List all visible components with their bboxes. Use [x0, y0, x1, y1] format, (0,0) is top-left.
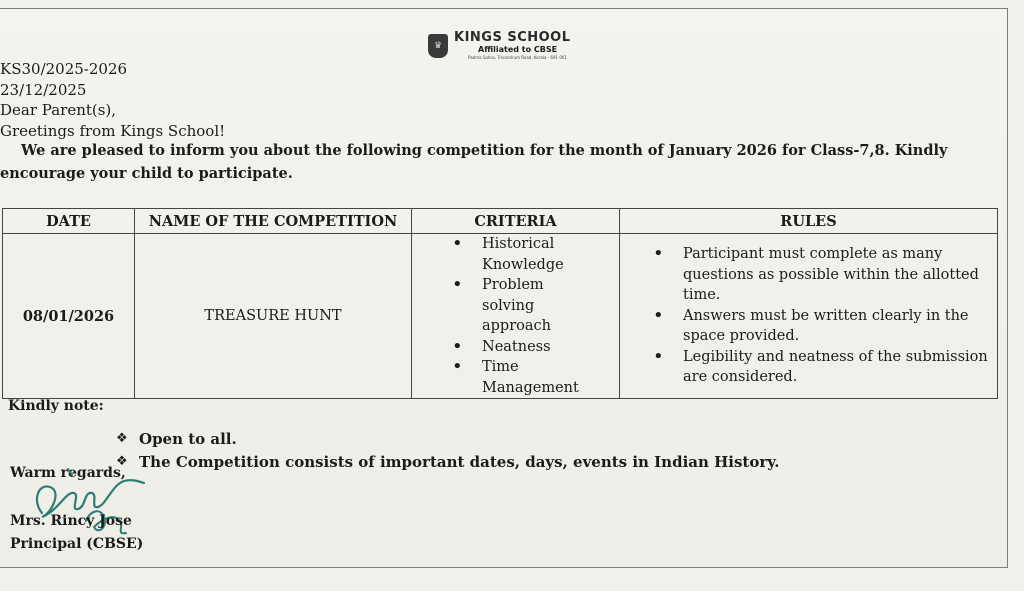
letter-page — [0, 8, 1008, 568]
note-item-text: Open to all. — [139, 429, 237, 448]
closing-regards: Warm regards, — [10, 465, 126, 481]
school-name: KINGS SCHOOL — [454, 30, 571, 45]
list-item: • Answers must be written clearly in the space provided. — [683, 306, 989, 347]
school-affiliation: Affiliated to CBSE — [478, 45, 558, 54]
criteria-list — [412, 234, 592, 398]
competition-table — [2, 208, 998, 399]
school-address: Padma Sahas, Trivandrum Road, Kerala - 691 001 — [468, 55, 567, 60]
header-rules: RULES — [620, 209, 998, 234]
list-item: • Legibility and neatness of the submission are considered. — [683, 347, 989, 388]
list-item: • Time Management — [482, 357, 592, 398]
letterhead — [428, 31, 571, 60]
competition-date: 08/01/2026 — [3, 234, 135, 399]
principal-title: Principal (CBSE) — [10, 536, 144, 552]
greeting: Greetings from Kings School! — [0, 122, 226, 140]
list-item: • Historical Knowledge — [482, 234, 592, 275]
intro-line-1: We are pleased to inform you about the following competition for the month of January 2026 for Class-7,8. Kindly — [21, 142, 948, 159]
list-item: • Neatness — [482, 337, 592, 358]
rules-cell — [620, 234, 998, 399]
note-title: Kindly note: — [8, 398, 104, 414]
table-header-row — [3, 209, 998, 234]
list-item — [116, 450, 779, 473]
header-date: DATE — [3, 209, 135, 234]
competition-name: TREASURE HUNT — [135, 234, 412, 399]
diamond-bullet-icon: ❖ — [116, 431, 128, 446]
letter-date: 23/12/2025 — [0, 81, 87, 99]
list-item: • Problem solving approach — [482, 275, 592, 337]
note-list — [116, 427, 779, 473]
school-crest-icon: ♛ — [428, 34, 448, 58]
header-criteria: CRITERIA — [412, 209, 620, 234]
header-competition-name: NAME OF THE COMPETITION — [135, 209, 412, 234]
note-item-text: The Competition consists of important dates, days, events in Indian History. — [139, 452, 780, 471]
list-item: • Participant must complete as many questions as possible within the allotted time. — [683, 244, 989, 306]
rules-list — [620, 244, 997, 388]
list-item — [116, 427, 779, 450]
intro-line-2: encourage your child to participate. — [0, 165, 293, 182]
reference-number: KS30/2025-2026 — [0, 60, 128, 78]
principal-name: Mrs. Rincy Jose — [10, 513, 132, 529]
salutation: Dear Parent(s), — [0, 101, 117, 119]
diamond-bullet-icon: ❖ — [116, 454, 128, 469]
table-row — [3, 234, 998, 399]
criteria-cell — [412, 234, 620, 399]
